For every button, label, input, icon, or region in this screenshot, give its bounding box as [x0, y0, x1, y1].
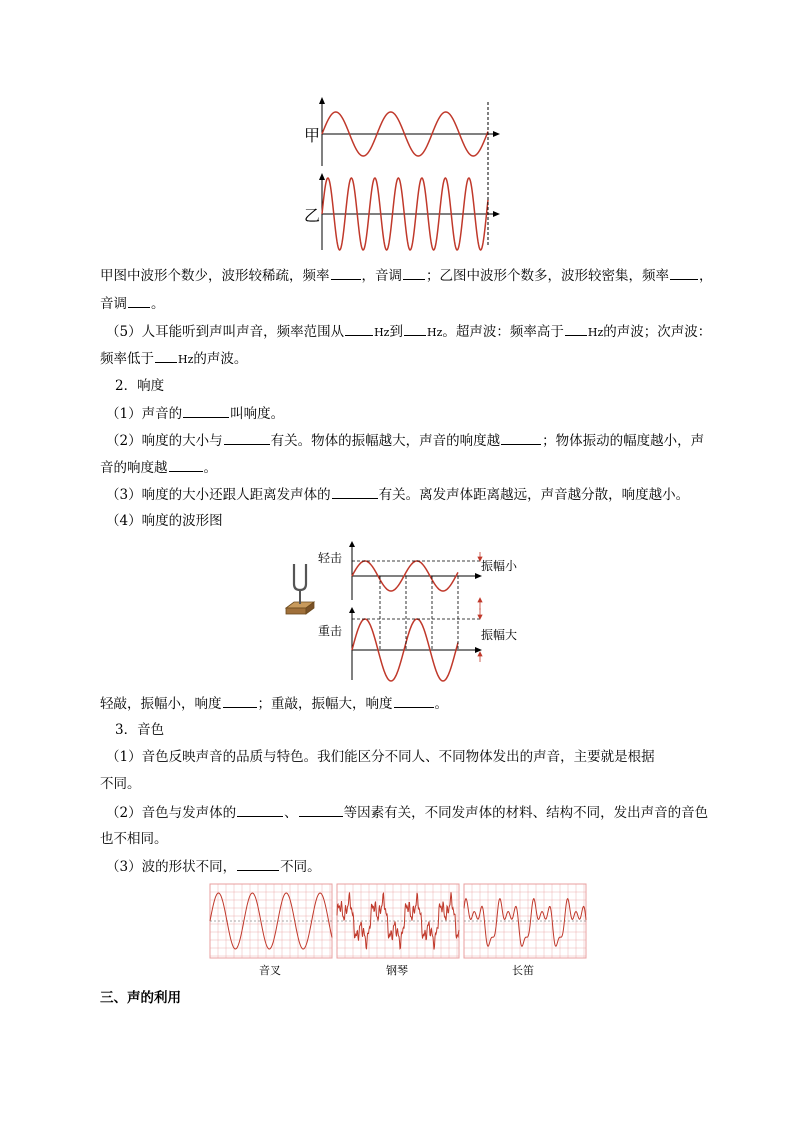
text: 。	[434, 696, 448, 712]
label-small-amplitude: 振幅小	[481, 559, 518, 573]
blank-timbre-wave	[237, 857, 279, 871]
tuning-fork-waveform-panel	[210, 884, 332, 958]
blank-loudness-def	[183, 404, 229, 418]
label-large-amplitude: 振幅大	[481, 628, 518, 642]
blank-pitch-yi	[128, 294, 150, 308]
text: ；乙图中波形个数多，波形较密集，频率	[426, 268, 669, 284]
text: 音的响度越	[100, 460, 168, 476]
blank-frequency-jia	[331, 266, 361, 280]
section-heading-sound-usage: 三、声的利用	[100, 990, 181, 1006]
text: 不同。	[280, 859, 321, 875]
label-tuning-fork: 音叉	[259, 964, 281, 977]
unit: Hz	[374, 326, 390, 339]
blank-infrasonic-hz	[155, 349, 177, 363]
text: （1）声音的	[106, 406, 183, 422]
text: 。超声波：频率高于	[442, 324, 564, 340]
loudness-waveform-figure	[280, 540, 540, 682]
text: （5）人耳能听到声叫声音，频率范围从	[106, 324, 345, 340]
text: 的声波。	[193, 351, 248, 367]
blank-timbre-factor2	[299, 803, 343, 817]
text: ；重敲，振幅大，响度	[257, 696, 393, 712]
blank-loudness-factor	[224, 431, 270, 445]
section3-title: 3．音色	[115, 722, 165, 738]
section3-item1-line2: 不同。	[100, 776, 141, 792]
blank-distance	[332, 485, 378, 499]
section3-item3	[106, 857, 321, 876]
blank-timbre-factor1	[237, 803, 283, 817]
loudness-para	[100, 694, 448, 713]
blank-ultrasonic-hz	[565, 322, 587, 336]
blank-pitch-jia	[403, 266, 425, 280]
text: 音调	[100, 296, 127, 312]
section2-item1	[106, 404, 284, 423]
item5-line2	[100, 349, 247, 369]
piano-waveform-panel	[337, 884, 459, 958]
section3-item2-line1	[106, 803, 708, 822]
label-jia: 甲	[304, 126, 321, 145]
text: 、	[284, 805, 298, 821]
blank-min-hz	[345, 322, 373, 336]
text: ，	[699, 268, 713, 284]
flute-waveform-panel	[464, 884, 586, 958]
text: 叫响度。	[230, 406, 285, 422]
text: （3）波的形状不同，	[106, 859, 237, 875]
waveform-para-line2	[100, 294, 165, 313]
label-piano: 钢琴	[386, 964, 408, 977]
tuning-fork-icon	[286, 564, 314, 614]
waveform-figure-jia-yi	[300, 96, 505, 254]
section3-item2-line2: 也不相同。	[100, 831, 168, 847]
text: 。	[151, 296, 165, 312]
text: 等因素有关，不同发声体的材料、结构不同，发出声音的音色	[343, 805, 709, 821]
text: 的声波；次声波：	[603, 324, 712, 340]
text: 轻敲，振幅小，响度	[100, 696, 222, 712]
blank-max-hz	[404, 322, 426, 336]
text: 有关。物体的振幅越大，声音的响度越	[270, 433, 501, 449]
blank-frequency-yi	[670, 266, 698, 280]
text: ，音调	[361, 268, 402, 284]
section2-item3	[106, 485, 689, 504]
blank-loudness-larger	[501, 431, 541, 445]
section3-item1-line1: （1）音色反映声音的品质与特色。我们能区分不同人、不同物体发出的声音，主要就是根据	[106, 749, 655, 765]
section2-item2-line1	[106, 431, 704, 450]
text: （3）响度的大小还跟人距离发声体的	[106, 487, 331, 503]
item5-line1	[106, 322, 711, 342]
section2-item2-line2	[100, 458, 217, 477]
text: ；物体振动的幅度越小，声	[542, 433, 705, 449]
text: 甲图中波形个数少，波形较稀疏，频率	[100, 268, 330, 284]
section2-title: 2．响度	[115, 378, 165, 394]
label-yi: 乙	[304, 206, 321, 225]
section2-item4: （4）响度的波形图	[106, 513, 223, 529]
unit: Hz	[426, 326, 443, 339]
label-heavy-strike: 重击	[318, 624, 343, 638]
blank-loudness-light	[223, 694, 257, 708]
unit: Hz	[178, 353, 194, 366]
text: 。	[203, 460, 217, 476]
text: 到	[389, 324, 403, 340]
waveform-para-line1	[100, 266, 713, 285]
timbre-waveforms-figure	[210, 884, 586, 978]
text: （2）响度的大小与	[106, 433, 223, 449]
text: （2）音色与发声体的	[106, 805, 237, 821]
unit: Hz	[587, 326, 604, 339]
text: 有关。离发声体距离越远，声音越分散，响度越小。	[378, 487, 690, 503]
blank-loudness-smaller	[169, 458, 203, 472]
label-light-strike: 轻击	[318, 551, 343, 565]
label-flute: 长笛	[512, 964, 534, 977]
text: 频率低于	[100, 351, 154, 367]
blank-loudness-heavy	[394, 694, 434, 708]
